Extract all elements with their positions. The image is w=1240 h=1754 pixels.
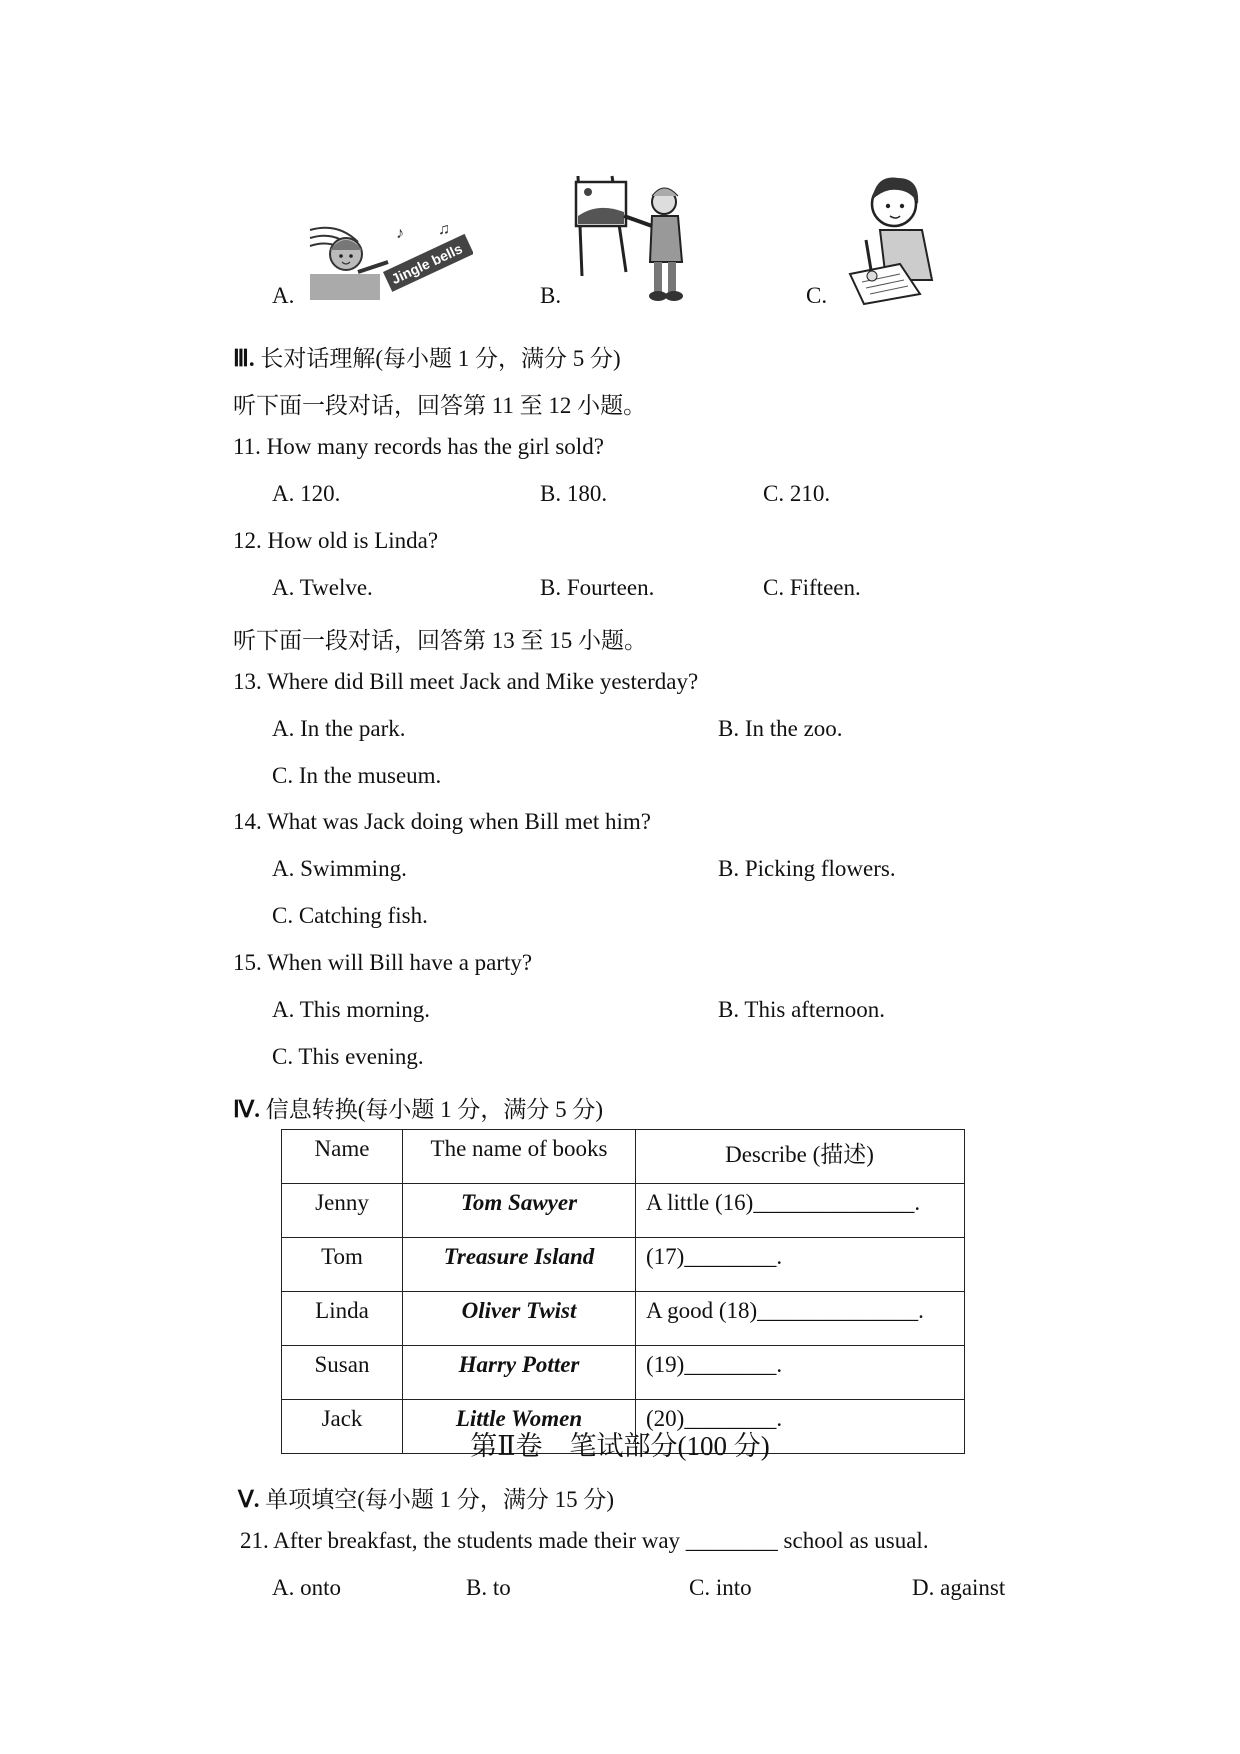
question-14: 14. What was Jack doing when Bill met him? — [233, 809, 651, 834]
question-12: 12. How old is Linda? — [233, 528, 439, 553]
q12-option-b: B. Fourteen. — [540, 575, 655, 600]
q11-option-c: C. 210. — [763, 481, 831, 506]
table-row — [282, 1346, 965, 1400]
section-5-title: 单项填空(每小题 1 分，满分 15 分) — [265, 1487, 615, 1512]
svg-text:♪: ♪ — [396, 225, 404, 242]
q13-option-a: A. In the park. — [272, 716, 406, 741]
section-3-roman: Ⅲ. — [233, 346, 255, 371]
q15-option-a: A. This morning. — [272, 997, 431, 1022]
section-4-roman: Ⅳ. — [233, 1097, 260, 1122]
table-cell-name: Tom — [282, 1238, 403, 1292]
table-cell-describe[interactable]: (19)________. — [636, 1346, 965, 1400]
table-row — [282, 1238, 965, 1292]
table-cell-describe[interactable]: A good (18)______________. — [636, 1292, 965, 1346]
section-3-intro-1: 听下面一段对话，回答第 11 至 12 小题。 — [233, 393, 647, 418]
q15-option-c: C. This evening. — [272, 1044, 424, 1069]
table-header-describe: Describe (描述) — [636, 1130, 965, 1184]
picture-b-label: B. — [540, 283, 562, 308]
section-3-intro-2: 听下面一段对话，回答第 13 至 15 小题。 — [233, 628, 647, 653]
picture-a-label: A. — [272, 283, 295, 308]
table-header-name: Name — [282, 1130, 403, 1184]
section-4-heading — [233, 1091, 603, 1124]
section-5-heading — [238, 1481, 614, 1514]
q21-option-d: D. against — [912, 1575, 1006, 1600]
table-cell-book: Little Women — [403, 1400, 636, 1454]
q11-option-b: B. 180. — [540, 481, 608, 506]
question-11: 11. How many records has the girl sold? — [233, 434, 604, 459]
boy-writing-icon — [840, 164, 940, 308]
q21-option-a: A. onto — [272, 1575, 341, 1600]
q12-option-a: A. Twelve. — [272, 575, 373, 600]
section-3-heading — [233, 340, 621, 373]
table-cell-describe[interactable]: (20)________. — [636, 1400, 965, 1454]
jingle-bells-banner-text: Jingle bells — [388, 240, 465, 288]
q21-option-b: B. to — [466, 1575, 511, 1600]
q15-option-b: B. This afternoon. — [718, 997, 885, 1022]
section-3-title: 长对话理解(每小题 1 分，满分 5 分) — [260, 346, 621, 371]
table-cell-book: Treasure Island — [403, 1238, 636, 1292]
table-cell-name: Linda — [282, 1292, 403, 1346]
girl-singing-jingle-bells-icon — [308, 222, 473, 302]
table-header-books: The name of books — [403, 1130, 636, 1184]
question-15: 15. When will Bill have a party? — [233, 950, 533, 975]
table-cell-describe[interactable]: A little (16)______________. — [636, 1184, 965, 1238]
table-cell-describe[interactable]: (17)________. — [636, 1238, 965, 1292]
table-cell-name: Susan — [282, 1346, 403, 1400]
part-2-title: 第Ⅱ卷 笔试部分(100 分) — [470, 1431, 770, 1461]
q13-option-c: C. In the museum. — [272, 763, 442, 788]
section-5-roman: Ⅴ. — [238, 1487, 260, 1512]
table-cell-name: Jenny — [282, 1184, 403, 1238]
table-cell-book: Tom Sawyer — [403, 1184, 636, 1238]
q14-option-a: A. Swimming. — [272, 856, 407, 881]
q13-option-b: B. In the zoo. — [718, 716, 843, 741]
picture-c-label: C. — [806, 283, 828, 308]
section-4-title: 信息转换(每小题 1 分，满分 5 分) — [265, 1097, 604, 1122]
q12-option-c: C. Fifteen. — [763, 575, 861, 600]
table-cell-book: Oliver Twist — [403, 1292, 636, 1346]
information-table — [281, 1129, 965, 1454]
q14-option-c: C. Catching fish. — [272, 903, 428, 928]
question-13: 13. Where did Bill meet Jack and Mike yesterday? — [233, 669, 699, 694]
boy-painting-at-easel-icon — [568, 172, 698, 308]
table-header-row — [282, 1130, 965, 1184]
q11-option-a: A. 120. — [272, 481, 341, 506]
table-cell-book: Harry Potter — [403, 1346, 636, 1400]
table-cell-name: Jack — [282, 1400, 403, 1454]
q14-option-b: B. Picking flowers. — [718, 856, 896, 881]
table-row — [282, 1292, 965, 1346]
table-row — [282, 1184, 965, 1238]
q21-option-c: C. into — [689, 1575, 752, 1600]
question-21: 21. After breakfast, the students made their way ________ school as usual. — [240, 1528, 929, 1553]
svg-text:♫: ♫ — [438, 222, 450, 238]
